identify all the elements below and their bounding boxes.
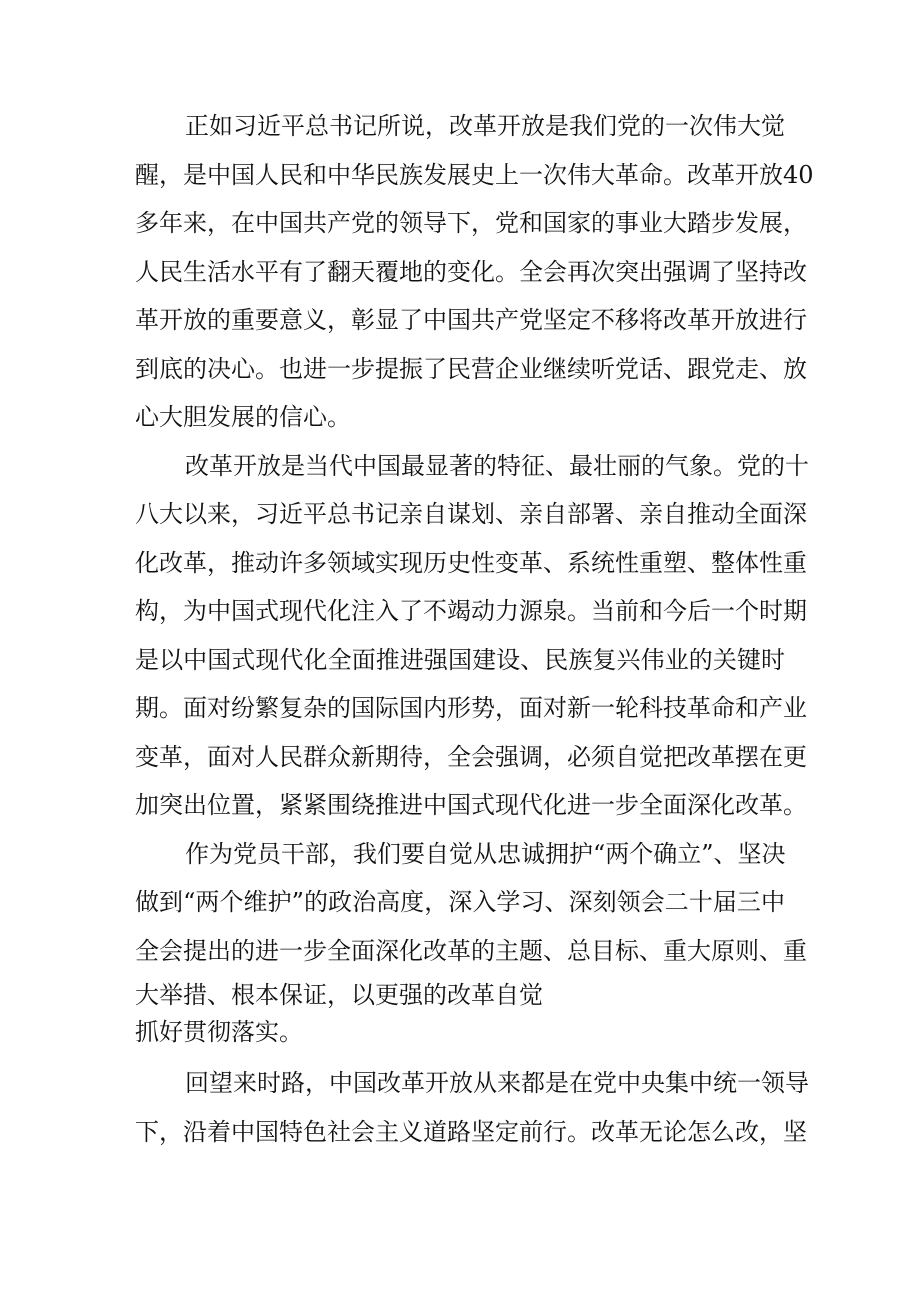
paragraph-line: 作为党员干部，我们要自觉从忠诚拥护“两个确立”、坚决 <box>185 839 786 868</box>
paragraph-line: 下，沿着中国特色社会主义道路坚定前行。改革无论怎么改，坚 <box>135 1117 807 1146</box>
paragraph-2 <box>135 442 809 830</box>
paragraph-line: 多年来，在中国共产党的领导下，党和国家的事业大踏步发展， <box>135 209 807 237</box>
paragraph-line: 心大胆发展的信心。 <box>135 403 351 431</box>
paragraph-line: 人民生活水平有了翻天覆地的变化。全会再次突出强调了坚持改 <box>135 257 807 286</box>
paragraph-line: 化改革，推动许多领域实现历史性变革、系统性重塑、整体性重 <box>135 548 807 577</box>
paragraph-3 <box>135 830 807 1060</box>
paragraph-line: 加突出位置，紧紧围绕推进中国式现代化进一步全面深化改革。 <box>135 791 807 819</box>
paragraph-line: 是以中国式现代化全面推进强国建设、民族复兴伟业的关键时 <box>135 645 785 674</box>
paragraph-line: 变革，面对人民群众新期待，全会强调，必须自觉把改革摆在更 <box>135 742 807 771</box>
paragraph-4 <box>135 1059 809 1156</box>
paragraph-line: 正如习近平总书记所说，改革开放是我们党的一次伟大觉 <box>185 112 785 140</box>
paragraph-line: 大举措、根本保证，以更强的改革自觉 <box>135 981 543 1009</box>
paragraph-1 <box>135 102 814 442</box>
paragraph-line: 回望来时路，中国改革开放从来都是在党中央集中统一领导 <box>185 1069 809 1097</box>
paragraph-line: 全会提出的进一步全面深化改革的主题、总目标、重大原则、重 <box>135 936 807 965</box>
paragraph-line: 革开放的重要意义，彰显了中国共产党坚定不移将改革开放进行 <box>135 306 807 334</box>
paragraph-line: 构，为中国式现代化注入了不竭动力源泉。当前和今后一个时期 <box>135 597 807 625</box>
paragraph-line: 做到“两个维护”的政治高度，深入学习、深刻领会二十届三中 <box>135 888 785 916</box>
paragraph-line: 醒，是中国人民和中华民族发展史上一次伟大革命。改革开放40 <box>135 160 814 189</box>
paragraph-line: 到底的决心。也进一步提振了民营企业继续听党话、跟党走、放 <box>135 354 807 383</box>
document-body <box>135 102 814 1156</box>
paragraph-line: 八大以来，习近平总书记亲自谋划、亲自部署、亲自推动全面深 <box>135 500 807 528</box>
paragraph-line: 期。面对纷繁复杂的国际国内形势，面对新一轮科技革命和产业 <box>135 694 807 722</box>
paragraph-line: 抓好贯彻落实。 <box>135 1018 303 1046</box>
paragraph-line: 改革开放是当代中国最显著的特征、最壮丽的气象。党的十 <box>185 451 809 480</box>
